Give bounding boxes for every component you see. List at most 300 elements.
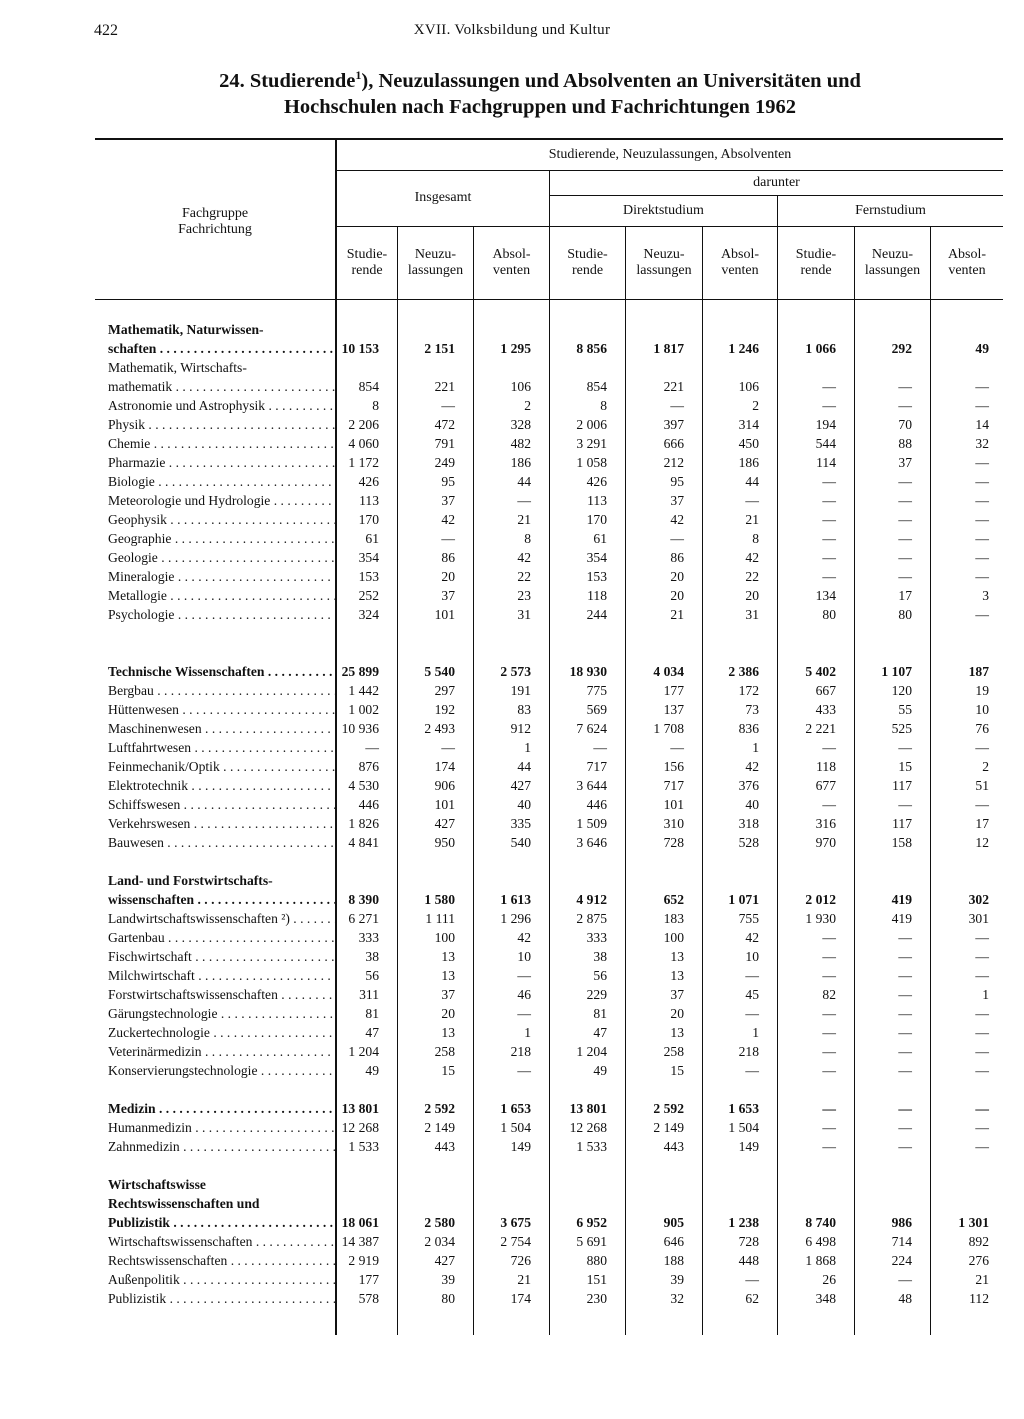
row-label: Publizistik . . . (108, 1213, 335, 1232)
value-cell (549, 358, 625, 377)
row-label: Fischwirtschaft . . . (108, 947, 335, 966)
row-label: Elektrotechnik . . . (108, 776, 335, 795)
value-cell: 13 (441, 968, 455, 983)
value-cell (549, 1175, 625, 1194)
row-label: Mathematik, Wirtschafts- (108, 360, 247, 375)
table-row (95, 985, 1003, 1004)
value-cell: 81 (593, 1006, 607, 1021)
value-cell: — (898, 1025, 912, 1040)
value-cell: 333 (358, 930, 379, 945)
row-label-cell (95, 1194, 335, 1213)
row-label-cell (95, 1175, 335, 1194)
value-cell (702, 301, 777, 320)
value-cell: 191 (510, 683, 531, 698)
value-cell: 354 (586, 550, 607, 565)
value-cell: 221 (663, 379, 684, 394)
value-cell: 3 675 (500, 1215, 531, 1230)
value-cell: 49 (975, 341, 989, 356)
value-cell: 31 (745, 607, 759, 622)
value-cell: 81 (365, 1006, 379, 1021)
row-label: Rechtswissenschaften und (108, 1196, 260, 1211)
row-label-cell (95, 909, 335, 928)
value-cell: 443 (434, 1139, 455, 1154)
value-cell: 726 (510, 1253, 531, 1268)
title-line1-b: ), Neuzulassungen und Absolventen an Universitäten und (361, 69, 861, 92)
value-cell: 252 (358, 588, 379, 603)
title-line2: Hochschulen nach Fachgruppen und Fachrichtungen 1962 (283, 95, 797, 118)
value-cell: 117 (892, 816, 912, 831)
value-cell: 82 (822, 987, 836, 1002)
value-cell (549, 1080, 625, 1099)
value-cell: 95 (670, 474, 684, 489)
table-row (95, 358, 1003, 377)
col-absolventen-1 (474, 247, 549, 279)
value-cell (854, 1080, 930, 1099)
value-cell (854, 1194, 930, 1213)
value-cell: — (517, 1063, 531, 1078)
row-label-cell (95, 1213, 335, 1232)
value-cell: — (898, 740, 912, 755)
value-cell: — (975, 1139, 989, 1154)
value-cell: 134 (815, 588, 836, 603)
value-cell: — (822, 398, 836, 413)
col-neuzulassungen-3 (855, 247, 930, 279)
group-row (95, 1194, 1003, 1213)
value-cell (777, 1156, 854, 1175)
value-cell: — (822, 531, 836, 546)
value-cell: 13 (441, 949, 455, 964)
value-cell: 156 (663, 759, 684, 774)
col-neuzulassungen-2 (626, 247, 702, 279)
value-cell (702, 852, 777, 871)
value-cell: 2 (524, 398, 531, 413)
value-cell (702, 1194, 777, 1213)
value-cell: 717 (586, 759, 607, 774)
value-cell: — (822, 1025, 836, 1040)
value-cell: 37 (441, 493, 455, 508)
value-cell: 23 (517, 588, 531, 603)
row-label-cell (95, 852, 335, 871)
value-cell: 221 (434, 379, 455, 394)
value-cell: 297 (434, 683, 455, 698)
value-cell: — (898, 493, 912, 508)
row-label: Geologie . . . (108, 548, 335, 567)
value-cell: — (517, 1006, 531, 1021)
stub-header-line2: Fachrichtung (178, 222, 252, 237)
group-row (95, 1175, 1003, 1194)
value-cell: 276 (968, 1253, 989, 1268)
page-title (100, 62, 980, 120)
value-cell: 183 (663, 911, 684, 926)
value-cell (702, 871, 777, 890)
col-label-line2: rende (571, 263, 604, 278)
value-cell: — (975, 930, 989, 945)
value-cell: 177 (358, 1272, 379, 1287)
row-label: Humanmedizin . . . (108, 1118, 335, 1137)
title-line1-a: 24. Studierende (219, 69, 356, 92)
value-cell: 37 (670, 493, 684, 508)
spacer-row (95, 624, 1003, 643)
value-cell: 42 (517, 550, 531, 565)
value-cell (625, 871, 702, 890)
table-top-rule (95, 138, 1003, 140)
value-cell: 1 (982, 987, 989, 1002)
value-cell: 22 (517, 569, 531, 584)
value-cell: — (975, 455, 989, 470)
value-cell (930, 1080, 1003, 1099)
col-label-line1: Studie- (346, 247, 388, 262)
table-row (95, 966, 1003, 985)
value-cell: 905 (663, 1215, 684, 1230)
group-row (95, 662, 1003, 681)
value-cell: 44 (517, 474, 531, 489)
value-cell: 151 (586, 1272, 607, 1287)
row-label-cell (95, 681, 335, 700)
value-cell (702, 1175, 777, 1194)
value-cell: 1 (752, 740, 759, 755)
value-cell (335, 852, 397, 871)
value-cell: 49 (365, 1063, 379, 1078)
rule-under-groups (337, 226, 1003, 227)
row-label: Land- und Forstwirtschafts- (108, 873, 273, 888)
value-cell: 118 (587, 588, 607, 603)
value-cell: 218 (738, 1044, 759, 1059)
value-cell: 55 (898, 702, 912, 717)
value-cell: 318 (738, 816, 759, 831)
col-label-line2: lassungen (636, 263, 692, 278)
value-cell (335, 1194, 397, 1213)
value-cell: 1 580 (424, 892, 455, 907)
value-cell: — (822, 1101, 836, 1116)
value-cell: — (898, 1063, 912, 1078)
value-cell: — (975, 474, 989, 489)
value-cell: 1 107 (881, 664, 912, 679)
value-cell: 950 (434, 835, 455, 850)
row-label-cell (95, 738, 335, 757)
value-cell: 2 754 (500, 1234, 531, 1249)
value-cell: 525 (891, 721, 912, 736)
value-cell (625, 301, 702, 320)
row-label: Geographie . . . (108, 529, 335, 548)
value-cell: 10 (745, 949, 759, 964)
value-cell: 56 (593, 968, 607, 983)
value-cell: 5 540 (424, 664, 455, 679)
value-cell (625, 624, 702, 643)
row-label: schaften . . . (108, 339, 335, 358)
value-cell: 302 (968, 892, 989, 907)
value-cell: 2 (752, 398, 759, 413)
value-cell: 17 (975, 816, 989, 831)
value-cell (854, 358, 930, 377)
value-cell: 448 (738, 1253, 759, 1268)
fernstudium-header: Fernstudium (855, 203, 926, 218)
value-cell: 45 (745, 987, 759, 1002)
table-row (95, 415, 1003, 434)
value-cell: — (365, 740, 379, 755)
col-label-line2: venten (492, 263, 531, 278)
table-row (95, 396, 1003, 415)
table-row (95, 738, 1003, 757)
value-cell: 301 (968, 911, 989, 926)
value-cell: 426 (358, 474, 379, 489)
row-label: Wirtschaftswisse (108, 1177, 206, 1192)
value-cell: 153 (358, 569, 379, 584)
value-cell: 13 (670, 949, 684, 964)
value-cell: 42 (441, 512, 455, 527)
value-cell: 1 817 (653, 341, 684, 356)
value-cell: 667 (815, 683, 836, 698)
row-label-cell (95, 966, 335, 985)
row-label: Chemie . . . (108, 434, 335, 453)
spacer-row (95, 301, 1003, 320)
row-label-cell (95, 1270, 335, 1289)
table-row (95, 1004, 1003, 1023)
value-cell (549, 320, 625, 339)
page-number: 422 (94, 22, 118, 39)
value-cell: 56 (365, 968, 379, 983)
value-cell: 472 (434, 417, 455, 432)
value-cell: 39 (670, 1272, 684, 1287)
value-cell: — (822, 1120, 836, 1135)
row-label-cell (95, 947, 335, 966)
value-cell (335, 320, 397, 339)
value-cell (930, 643, 1003, 662)
table-row (95, 434, 1003, 453)
value-cell: 433 (815, 702, 836, 717)
value-cell: 1 533 (348, 1139, 379, 1154)
value-cell: — (898, 930, 912, 945)
value-cell: 419 (891, 892, 912, 907)
value-cell: 8 (372, 398, 379, 413)
value-cell (549, 1194, 625, 1213)
value-cell: 32 (975, 436, 989, 451)
table-row (95, 605, 1003, 624)
value-cell: — (517, 968, 531, 983)
row-label-cell (95, 662, 335, 681)
value-cell: — (898, 550, 912, 565)
row-label-cell (95, 358, 335, 377)
row-label: Wirtschaftswissenschaften . . . (108, 1232, 335, 1251)
value-cell (473, 1080, 549, 1099)
row-label: Pharmazie . . . (108, 453, 335, 472)
value-cell: 1 002 (348, 702, 379, 717)
value-cell: 2 592 (653, 1101, 684, 1116)
value-cell: 2 592 (424, 1101, 455, 1116)
value-cell: 20 (745, 588, 759, 603)
value-cell: 15 (670, 1063, 684, 1078)
value-cell: 229 (586, 987, 607, 1002)
row-label: Außenpolitik . . . (108, 1270, 335, 1289)
value-cell: 106 (738, 379, 759, 394)
value-cell (777, 871, 854, 890)
value-cell: 1 204 (348, 1044, 379, 1059)
value-cell: 149 (738, 1139, 759, 1154)
rule-under-top-header (337, 170, 1003, 171)
value-cell: 21 (517, 1272, 531, 1287)
value-cell: 6 952 (576, 1215, 607, 1230)
value-cell: 101 (434, 607, 455, 622)
value-cell: 8 856 (576, 341, 607, 356)
value-cell: 1 111 (425, 911, 455, 926)
value-cell: 1 613 (500, 892, 531, 907)
insgesamt-header: Insgesamt (414, 190, 472, 205)
value-cell: — (975, 1025, 989, 1040)
col-label-line1: Neuzu- (643, 247, 685, 262)
value-cell: 1 504 (728, 1120, 759, 1135)
row-label: Milchwirtschaft . . . (108, 966, 335, 985)
row-label: mathematik . . . (108, 377, 335, 396)
value-cell: 2 206 (348, 417, 379, 432)
value-cell: 61 (365, 531, 379, 546)
row-label-cell (95, 1251, 335, 1270)
table-row (95, 1118, 1003, 1137)
table-row (95, 776, 1003, 795)
value-cell: — (898, 1120, 912, 1135)
value-cell: 8 (600, 398, 607, 413)
value-cell: 37 (670, 987, 684, 1002)
value-cell (777, 1080, 854, 1099)
row-label: Meteorologie und Hydrologie . . . (108, 491, 335, 510)
col-label-line1: Absol- (720, 247, 760, 262)
value-cell: 20 (670, 588, 684, 603)
col-label-line1: Absol- (492, 247, 531, 262)
col-studierende-2 (550, 247, 625, 279)
value-cell: 21 (517, 512, 531, 527)
row-label-cell (95, 1289, 335, 1308)
value-cell: 419 (891, 911, 912, 926)
value-cell (930, 1175, 1003, 1194)
table-row (95, 757, 1003, 776)
row-label-cell (95, 624, 335, 643)
value-cell: 4 841 (348, 835, 379, 850)
value-cell: 354 (358, 550, 379, 565)
value-cell: 427 (510, 778, 531, 793)
value-cell: 2 493 (424, 721, 455, 736)
value-cell: 426 (586, 474, 607, 489)
row-label-cell (95, 1156, 335, 1175)
row-label: Hüttenwesen . . . (108, 700, 335, 719)
value-cell: 443 (663, 1139, 684, 1154)
row-label-cell (95, 491, 335, 510)
value-cell: 44 (517, 759, 531, 774)
value-cell (854, 871, 930, 890)
value-cell: — (898, 1139, 912, 1154)
value-cell: 100 (663, 930, 684, 945)
value-cell: 1 238 (728, 1215, 759, 1230)
value-cell (702, 643, 777, 662)
table-row (95, 947, 1003, 966)
value-cell: 40 (517, 797, 531, 812)
value-cell: 1 930 (805, 911, 836, 926)
value-cell: 755 (738, 911, 759, 926)
value-cell: 192 (434, 702, 455, 717)
value-cell: 569 (586, 702, 607, 717)
value-cell: 187 (968, 664, 989, 679)
value-cell: 137 (663, 702, 684, 717)
col-label-line1: Studie- (795, 247, 837, 262)
row-label-cell (95, 795, 335, 814)
stub-header-line1: Fachgruppe (181, 206, 249, 221)
value-cell: — (898, 949, 912, 964)
value-cell: 2 580 (424, 1215, 455, 1230)
row-label-cell (95, 434, 335, 453)
value-cell: 2 151 (424, 341, 455, 356)
value-cell: 1 868 (805, 1253, 836, 1268)
value-cell: — (822, 512, 836, 527)
value-cell: 12 (975, 835, 989, 850)
value-cell: 14 (975, 417, 989, 432)
value-cell (854, 624, 930, 643)
row-label: Landwirtschaftswissenschaften ²) . . . (108, 909, 335, 928)
row-label-cell (95, 1137, 335, 1156)
row-label: Forstwirtschaftswissenschaften . . . (108, 985, 335, 1004)
value-cell: 540 (510, 835, 531, 850)
value-cell: 20 (441, 569, 455, 584)
spacer-row (95, 643, 1003, 662)
value-cell: 114 (816, 455, 836, 470)
value-cell (397, 301, 473, 320)
value-cell: 70 (898, 417, 912, 432)
value-cell (702, 1080, 777, 1099)
col-neuzulassungen-1 (398, 247, 473, 279)
row-label-cell (95, 1023, 335, 1042)
value-cell: 3 (982, 588, 989, 603)
table-row (95, 909, 1003, 928)
value-cell (854, 1156, 930, 1175)
value-cell (625, 1194, 702, 1213)
value-cell: — (898, 968, 912, 983)
value-cell: — (822, 797, 836, 812)
value-cell (335, 871, 397, 890)
row-label-cell (95, 719, 335, 738)
value-cell: 1 246 (728, 341, 759, 356)
row-label: Zahnmedizin . . . (108, 1137, 335, 1156)
value-cell: 2 149 (653, 1120, 684, 1135)
table-row (95, 1023, 1003, 1042)
value-cell: — (975, 1044, 989, 1059)
value-cell: — (441, 398, 455, 413)
value-cell (397, 624, 473, 643)
value-cell: 652 (663, 892, 684, 907)
table-row (95, 700, 1003, 719)
col-studierende-1 (337, 247, 397, 279)
col-label-line2: venten (721, 263, 759, 278)
value-cell (854, 852, 930, 871)
value-cell: — (975, 797, 989, 812)
value-cell: 80 (822, 607, 836, 622)
value-cell: 153 (586, 569, 607, 584)
value-cell: 876 (358, 759, 379, 774)
value-cell: 446 (358, 797, 379, 812)
value-cell: 1 (524, 1025, 531, 1040)
row-label-cell (95, 415, 335, 434)
value-cell: — (822, 493, 836, 508)
value-cell: 8 (524, 531, 531, 546)
value-cell: 73 (745, 702, 759, 717)
value-cell (473, 852, 549, 871)
value-cell: 4 034 (653, 664, 684, 679)
value-cell: 970 (815, 835, 836, 850)
value-cell: 1 295 (500, 341, 531, 356)
value-cell: 316 (815, 816, 836, 831)
value-cell: 8 390 (348, 892, 379, 907)
value-cell: 95 (441, 474, 455, 489)
value-cell: 446 (586, 797, 607, 812)
value-cell (397, 1156, 473, 1175)
value-cell: 37 (898, 455, 912, 470)
row-label: Physik . . . (108, 415, 335, 434)
value-cell: 1 301 (958, 1215, 989, 1230)
